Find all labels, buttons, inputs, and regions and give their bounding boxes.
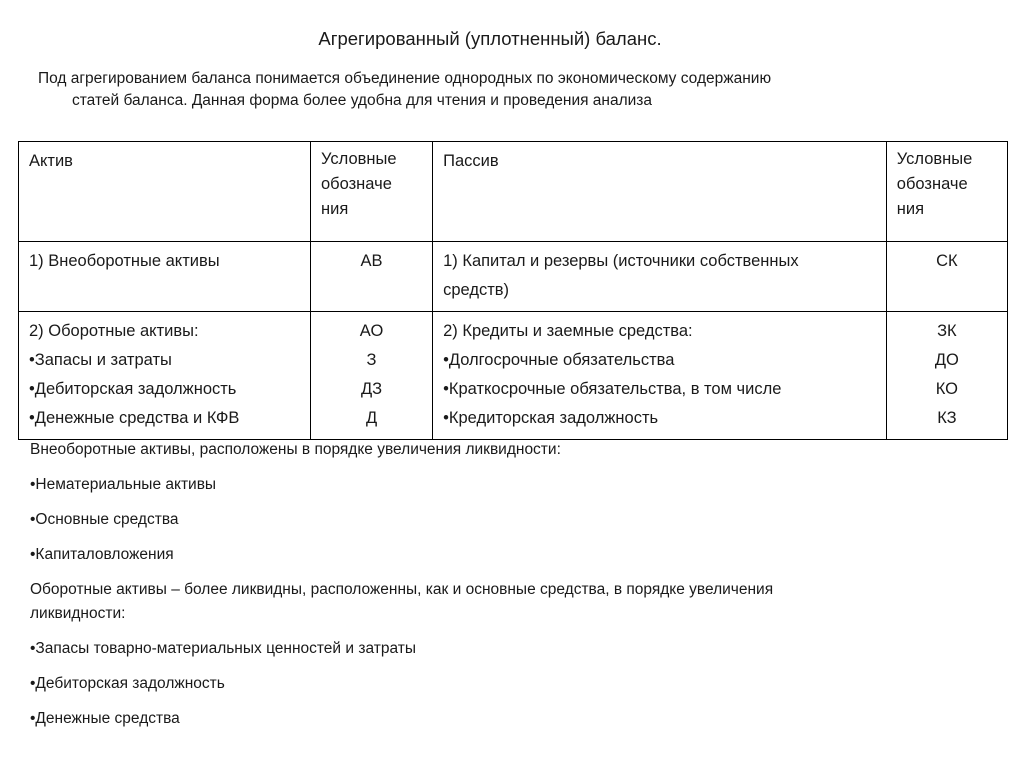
header-asset-code [311,142,433,242]
cell-text: •Кредиторская задолжность [443,409,659,427]
cell-text: ДО [934,351,959,369]
cell-text: 1) Внеоборотные активы [29,252,220,270]
cell-text: •Долгосрочные обязательства [443,351,675,369]
cell-code-sk [886,242,1007,312]
cell-liability-codes [886,312,1007,440]
cell-noncurrent-assets [19,242,311,312]
cell-text: •Запасы и затраты [29,351,172,369]
header-liability-code-line: ния [896,200,925,218]
cell-text: ЗК [937,322,957,340]
cell-text: •Краткосрочные обязательства, в том числе [443,380,782,398]
list-item: •Нематериальные активы [30,476,217,493]
cell-current-assets [19,312,311,440]
cell-text: ДЗ [360,380,383,398]
intro-line-1: Под агрегированием баланса понимается объединение однородных по экономическому содержанию [38,70,772,87]
header-liability-code [886,142,1007,242]
cell-current-asset-codes [311,312,433,440]
notes-section [30,438,930,731]
intro-paragraph [38,68,938,112]
list-item: •Денежные средства [30,710,180,727]
cell-text: КЗ [937,409,957,427]
header-liability-code-line: обозначе [896,175,968,193]
cell-borrowed-funds [433,312,887,440]
noncurrent-heading: Внеоборотные активы, расположены в порядке увеличения ликвидности: [30,441,561,458]
cell-text: •Дебиторская задолжность [29,380,237,398]
list-item: •Капиталовложения [30,546,174,563]
header-liability-label: Пассив [443,152,499,170]
list-item: •Дебиторская задолжность [30,675,225,692]
page-title: Агрегированный (уплотненный) баланс. [318,28,662,49]
header-liability-code-line: Условные [896,150,973,168]
cell-text: 2) Оборотные активы: [29,322,199,340]
current-heading-line: ликвидности: [30,605,126,622]
header-asset-code-line: Условные [321,150,397,168]
header-liability [433,142,887,242]
cell-text: АО [359,322,384,340]
current-heading [30,578,930,626]
header-asset-code-line: обозначе [321,175,392,193]
table-row [19,242,1008,312]
cell-text: •Денежные средства и КФВ [29,409,240,427]
table-header-row [19,142,1008,242]
cell-text: З [366,351,377,369]
cell-text: 2) Кредиты и заемные средства: [443,322,693,340]
cell-code-av [311,242,433,312]
cell-text: СК [936,252,958,270]
aggregated-balance-table [18,141,1008,440]
cell-text: 1) Капитал и резервы (источники собственных [443,252,799,270]
table-row [19,312,1008,440]
list-item: •Запасы товарно-материальных ценностей и затраты [30,640,416,657]
current-heading-line: Оборотные активы – более ликвидны, расположенны, как и основные средства, в порядке увеличения [30,581,774,598]
header-asset [19,142,311,242]
cell-text: АВ [360,252,383,270]
cell-text: Д [365,409,378,427]
header-asset-label: Актив [29,152,73,170]
list-item: •Основные средства [30,511,179,528]
intro-line-2: статей баланса. Данная форма более удобна для чтения и проведения анализа [72,92,653,109]
cell-text: КО [935,380,959,398]
cell-text: средств) [443,281,510,299]
cell-equity [433,242,887,312]
header-asset-code-line: ния [321,200,349,218]
